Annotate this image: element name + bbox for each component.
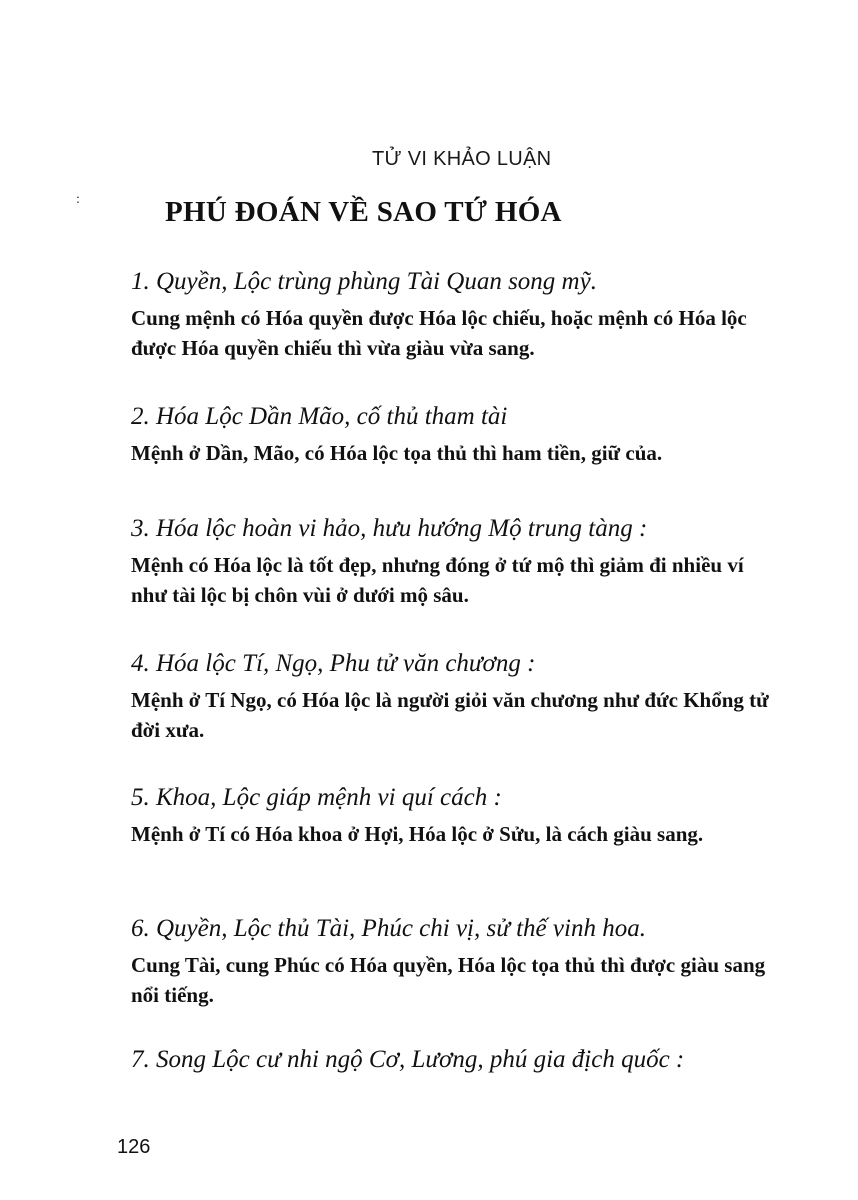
verse-heading: 6. Quyền, Lộc thủ Tài, Phúc chi vị, sử thế vinh hoa. <box>131 915 646 942</box>
page-number: 126 <box>117 1136 151 1158</box>
margin-mark: : <box>76 192 80 207</box>
running-head: TỬ VI KHẢO LUẬN <box>372 148 552 170</box>
verse-body: Cung mệnh có Hóa quyền được Hóa lộc chiếu, hoặc mệnh có Hóa lộc được Hóa quyền chiếu thì vừa giàu vừa sang. <box>131 306 747 360</box>
verse-body: Cung Tài, cung Phúc có Hóa quyền, Hóa lộc tọa thủ thì được giàu sang nổi tiếng. <box>131 953 766 1007</box>
verse-heading: 2. Hóa Lộc Dần Mão, cố thủ tham tài <box>131 403 508 430</box>
verse-heading: 7. Song Lộc cư nhi ngộ Cơ, Lương, phú gia địch quốc : <box>131 1046 685 1073</box>
section-title: PHÚ ĐOÁN VỀ SAO TỨ HÓA <box>165 196 562 228</box>
verse-item <box>131 781 781 849</box>
verse-heading: 4. Hóa lộc Tí, Ngọ, Phu tử văn chương : <box>131 650 536 677</box>
verse-body: Mệnh có Hóa lộc là tốt đẹp, nhưng đóng ở tứ mộ thì giảm đi nhiều ví như tài lộc bị chôn vùi ở dưới mộ sâu. <box>131 553 744 607</box>
verse-item <box>131 1043 781 1077</box>
verse-item <box>131 400 781 468</box>
verse-body: Mệnh ở Dần, Mão, có Hóa lộc tọa thủ thì ham tiền, giữ của. <box>131 441 663 465</box>
verse-body: Mệnh ở Tí Ngọ, có Hóa lộc là người giỏi văn chương như đức Khổng tử đời xưa. <box>131 688 769 742</box>
verse-item <box>131 265 781 363</box>
verse-heading: 3. Hóa lộc hoàn vi hảo, hưu hướng Mộ trung tàng : <box>131 515 648 542</box>
verse-body: Mệnh ở Tí có Hóa khoa ở Hợi, Hóa lộc ở Sửu, là cách giàu sang. <box>131 822 704 846</box>
verse-item <box>131 512 781 610</box>
verse-heading: 5. Khoa, Lộc giáp mệnh vi quí cách : <box>131 784 502 811</box>
verse-heading: 1. Quyền, Lộc trùng phùng Tài Quan song mỹ. <box>131 268 597 295</box>
verse-item <box>131 647 781 745</box>
verse-item <box>131 912 781 1010</box>
